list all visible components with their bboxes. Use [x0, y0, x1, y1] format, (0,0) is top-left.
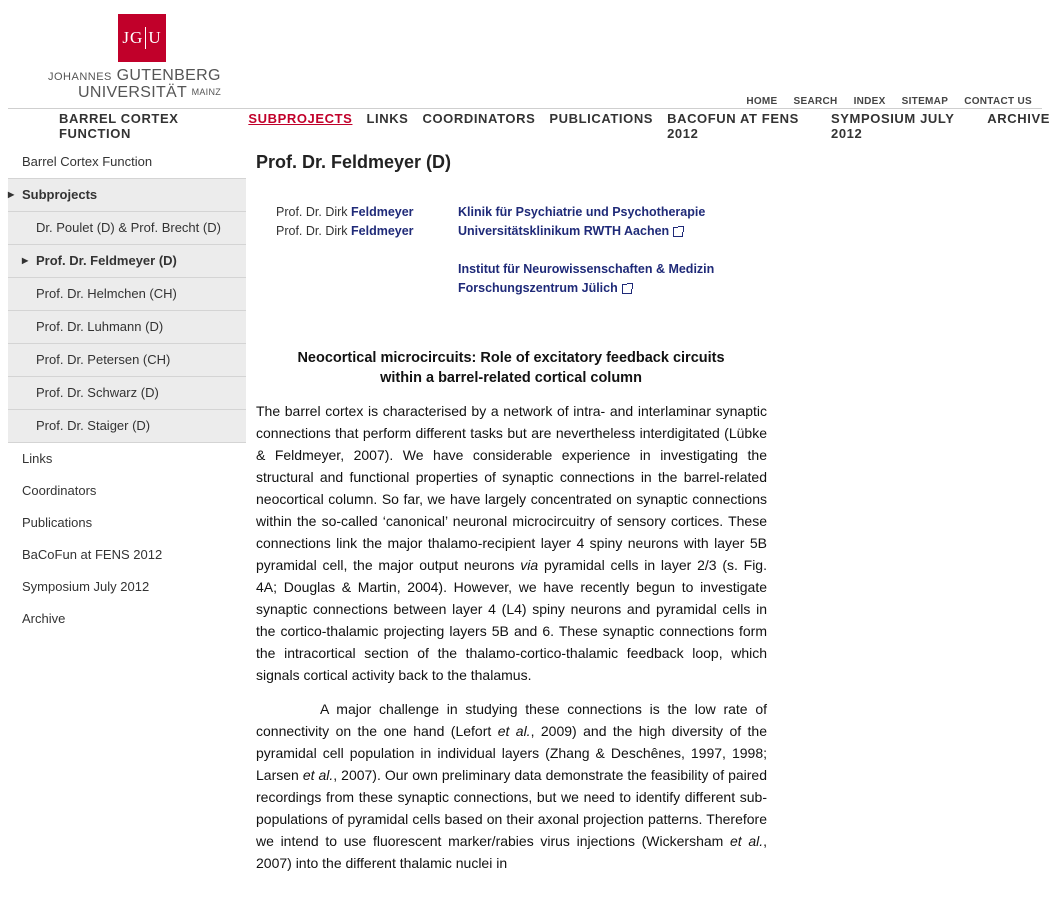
- util-nav-sitemap[interactable]: SITEMAP: [901, 96, 949, 107]
- sidebar-nav: [8, 146, 246, 635]
- person-row: [276, 203, 414, 222]
- main-nav: [59, 111, 1050, 141]
- main-nav-subprojects[interactable]: SUBPROJECTS: [248, 111, 353, 126]
- main-nav-symposium[interactable]: SYMPOSIUM JULY 2012: [831, 111, 955, 141]
- person-name: Prof. Dr. Dirk: [276, 205, 352, 219]
- affiliation-rwth-label: Universitätsklinikum RWTH Aachen: [458, 224, 670, 238]
- util-nav-index[interactable]: INDEX: [853, 96, 886, 107]
- page-title: Prof. Dr. Feldmeyer (D): [256, 152, 452, 172]
- sidebar-item-bacofun-fens[interactable]: BaCoFun at FENS 2012: [22, 547, 163, 562]
- person-surname-link[interactable]: Feldmeyer: [351, 224, 414, 238]
- article-title-line2: within a barrel-related cortical column: [380, 370, 642, 386]
- logo-mark-left: JG: [122, 28, 144, 47]
- affiliation-juelich-link[interactable]: [458, 279, 714, 298]
- main-nav-barrel-cortex-function[interactable]: BARREL CORTEX FUNCTION: [59, 111, 179, 141]
- affiliation-spacer: [458, 241, 714, 260]
- util-nav-home[interactable]: HOME: [746, 96, 778, 107]
- sidebar-item-publications[interactable]: Publications: [22, 515, 93, 530]
- sidebar-item-feldmeyer[interactable]: [8, 245, 246, 278]
- logo-mark-right: U: [148, 28, 162, 47]
- text-run-italic: via: [520, 557, 539, 573]
- main-nav-coordinators[interactable]: COORDINATORS: [422, 111, 536, 126]
- text-run-italic: et al.: [497, 723, 531, 739]
- person-name: Prof. Dr. Dirk: [276, 224, 352, 238]
- util-nav-contact[interactable]: CONTACT US: [964, 96, 1032, 107]
- sidebar-item-label: Subprojects: [22, 187, 98, 202]
- main-nav-archive[interactable]: ARCHIVE: [987, 111, 1050, 126]
- current-arrow-icon: ▶: [22, 256, 29, 265]
- article-title: [256, 348, 766, 388]
- text-run: , 2009) and the high diversity of the pyramidal cell population in individual layers (Zhang & Deschênes, 1997, 1998; Larsen: [256, 723, 768, 783]
- article-body: [256, 400, 767, 886]
- sidebar-item-symposium[interactable]: Symposium July 2012: [22, 579, 150, 594]
- logo-line1: GUTENBERG: [116, 67, 221, 84]
- sidebar-item-helmchen[interactable]: Prof. Dr. Helmchen (CH): [8, 278, 246, 311]
- affiliation-institute-link[interactable]: Institut für Neurowissenschaften & Medizin: [458, 262, 715, 276]
- text-run: The barrel cortex is characterised by a network of intra- and interlaminar synaptic connections that perform different tasks but are nevertheless interdigitated (Lübke & Feldmeyer, 2007). We have considerable experience in investigating the structural and functional properties of synaptic connections in the barrel-related neocortical column. So far, we have largely concentrated on synaptic connections within the so-called ‘canonical’ neuronal microcircuitry of sensory cortices. These connections link the major thalamo-recipient layer 4 spiny neurons with layer 5B pyramidal cell, the major output neurons: [256, 403, 767, 573]
- expand-arrow-icon: ▶: [8, 190, 15, 199]
- sidebar-item-barrel-cortex-function[interactable]: Barrel Cortex Function: [22, 154, 153, 169]
- sidebar-item-poulet-brecht[interactable]: Dr. Poulet (D) & Prof. Brecht (D): [8, 212, 246, 245]
- text-run: , 2007) into the different thalamic nuclei in: [256, 833, 767, 871]
- people-list: [276, 203, 414, 241]
- util-nav-search[interactable]: SEARCH: [793, 96, 838, 107]
- article-paragraph-2: [256, 698, 767, 874]
- logo-line2: UNIVERSITÄT: [78, 84, 187, 101]
- sidebar-item-schwarz[interactable]: Prof. Dr. Schwarz (D): [8, 377, 246, 410]
- logo-line2-small: MAINZ: [191, 87, 222, 97]
- text-run-italic: et al.: [302, 767, 334, 783]
- person-row: [276, 222, 414, 241]
- affiliations: [458, 203, 714, 298]
- university-logo-text[interactable]: [48, 68, 221, 100]
- text-run: A major challenge in studying these connections is the low rate of connectivity on the one hand (Lefort: [256, 701, 767, 739]
- sidebar-item-coordinators[interactable]: Coordinators: [22, 483, 97, 498]
- external-link-icon: [622, 284, 632, 294]
- sidebar-item-luhmann[interactable]: Prof. Dr. Luhmann (D): [8, 311, 246, 344]
- text-run: , 2007). Our own preliminary data demonstrate the feasibility of paired recordings from these synaptic connections, but we need to identify different sub-populations of pyramidal cells based on their axonal projection patterns. Therefore we intend to use fluorescent marker/rabies virus injections (Wickersham: [256, 767, 768, 849]
- external-link-icon: [673, 227, 683, 237]
- affiliation-juelich-label: Forschungszentrum Jülich: [458, 281, 618, 295]
- sidebar-item-archive[interactable]: Archive: [22, 611, 66, 626]
- affiliation-rwth-link[interactable]: [458, 222, 714, 241]
- sidebar-item-staiger[interactable]: Prof. Dr. Staiger (D): [8, 410, 246, 443]
- text-run-italic: et al.: [729, 833, 764, 849]
- logo-line1-small: JOHANNES: [48, 71, 112, 83]
- sidebar-item-label: Prof. Dr. Feldmeyer (D): [36, 253, 177, 268]
- main-nav-bacofun-fens[interactable]: BACOFUN AT FENS 2012: [667, 111, 799, 141]
- main-nav-links[interactable]: LINKS: [366, 111, 409, 126]
- logo-mark-divider: [145, 27, 146, 49]
- article-title-line1: Neocortical microcircuits: Role of excitatory feedback circuits: [297, 350, 725, 366]
- utility-nav: [746, 96, 1032, 107]
- person-surname-link[interactable]: Feldmeyer: [351, 205, 414, 219]
- sidebar-item-petersen[interactable]: Prof. Dr. Petersen (CH): [8, 344, 246, 377]
- main-nav-publications[interactable]: PUBLICATIONS: [549, 111, 654, 126]
- article-paragraph-1: [256, 400, 767, 686]
- sidebar-item-subprojects[interactable]: [8, 178, 246, 212]
- header-divider: [8, 108, 1042, 109]
- sidebar-item-links[interactable]: Links: [22, 451, 53, 466]
- university-logo-mark[interactable]: [118, 14, 166, 62]
- text-run: pyramidal cells in layer 2/3 (s. Fig. 4A; Douglas & Martin, 2004). However, we have recently begun to investigate synaptic connections between layer 4 (L4) spiny neurons and pyramidal cells in the cortico-thalamic projecting layers 5B and 6. These synaptic connections form the intracortical section of the thalamo-cortico-thalamic feedback loop, which signals cortical activity back to the thalamus.: [256, 557, 767, 683]
- affiliation-clinic-link[interactable]: Klinik für Psychiatrie und Psychotherapie: [458, 205, 706, 219]
